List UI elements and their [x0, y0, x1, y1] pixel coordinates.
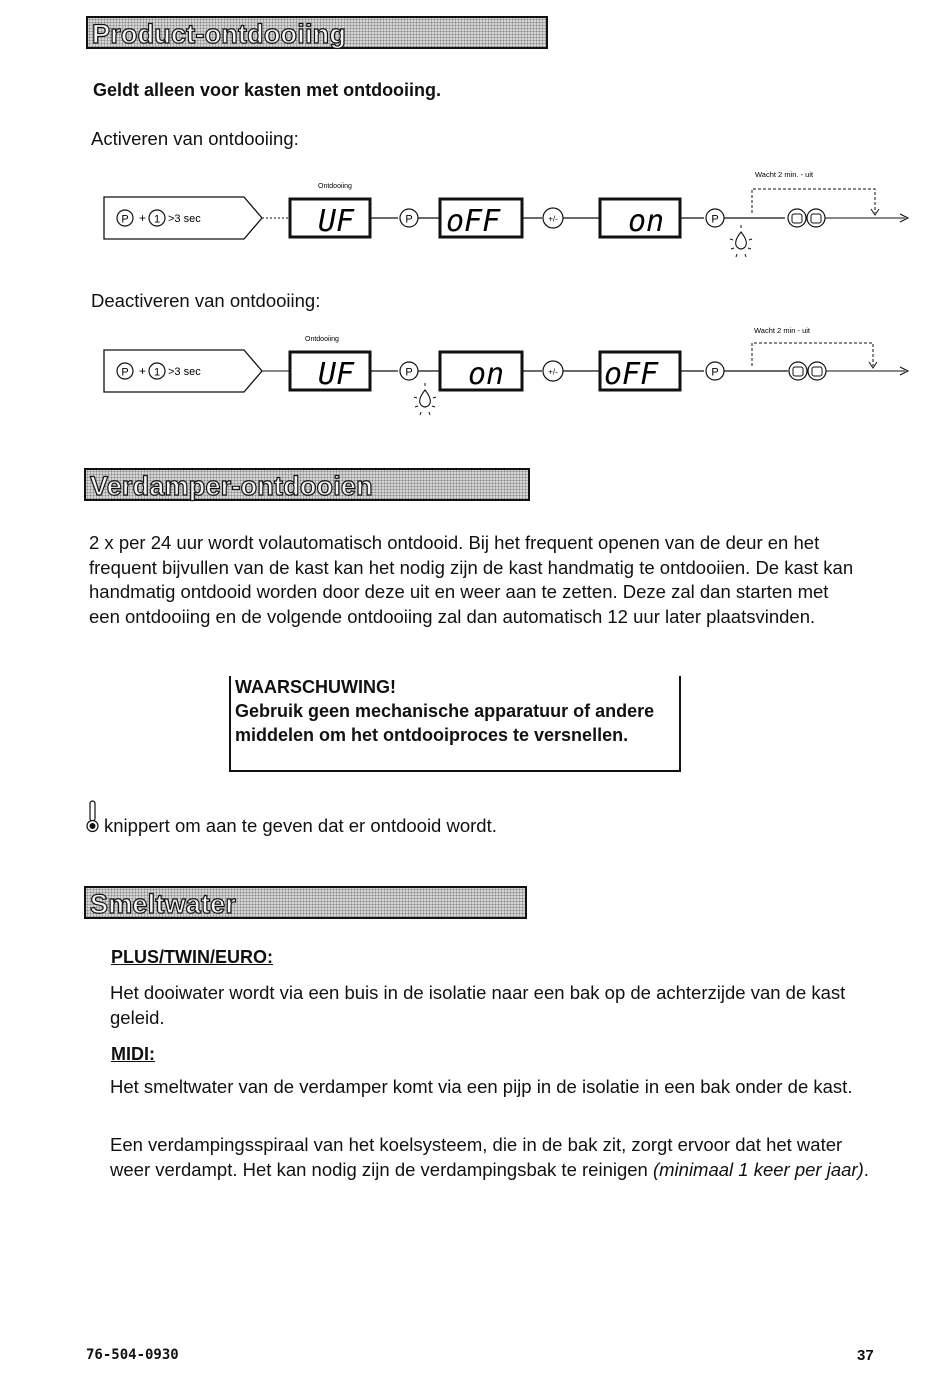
blinking-light-icon [730, 225, 752, 257]
p-button-icon [117, 210, 133, 226]
evaporation-end: . [863, 1158, 869, 1180]
subheading-midi: MIDI: [111, 1044, 155, 1064]
arrow-right-icon [826, 367, 908, 375]
display-label: Ontdooiing [305, 336, 339, 343]
hold-time-text: >3 sec [168, 366, 201, 378]
plus-sign: + [139, 364, 147, 378]
p-button-icon [706, 209, 724, 227]
power-buttons-icon [789, 362, 826, 380]
text-midi: Het smeltwater van de verdamper komt via een pijp in de isolatie in een bak onder de kast. [110, 1076, 853, 1097]
applies-note: Geldt alleen voor kasten met ontdooiing. [93, 80, 442, 100]
button-plusminus-label: +/- [548, 214, 558, 224]
section-heading-text: Product-ontdooiing [92, 19, 347, 49]
section-heading-smeltwater [84, 886, 527, 919]
activate-label: Activeren van ontdooiing: [91, 128, 299, 149]
evaporation-main: Een verdampingsspiraal van het koelsysteem, die in de bak zit, zorgt ervoor dat het water weer verdampt. Het kan nodig zijn de verdampingsbak te reinigen [110, 1134, 843, 1180]
section-heading-product-ontdooiing [86, 16, 548, 49]
button-p-label: P [405, 366, 413, 379]
page-number: 37 [857, 1347, 874, 1364]
lcd-off: oFF [604, 357, 659, 392]
plus-minus-button-icon [543, 361, 563, 381]
button-p-label: P [711, 213, 719, 226]
button-p-label: P [121, 213, 129, 226]
lcd-uf: UF [318, 357, 355, 392]
button-1-label: 1 [153, 366, 161, 379]
hold-time-text: >3 sec [168, 213, 201, 225]
evaporation-italic: (minimaal 1 keer per jaar) [652, 1158, 864, 1180]
blinking-light-icon [414, 383, 436, 415]
warning-title: WAARSCHUWING! [235, 677, 396, 697]
plus-sign: + [139, 211, 147, 225]
text-evaporation [110, 1133, 875, 1182]
display-label: Ontdooiing [318, 183, 352, 190]
text-plus-twin-euro: Het dooiwater wordt via een buis in de isolatie naar een bak op de achterzijde van de kast geleid. [110, 982, 846, 1028]
p-button-icon [400, 209, 418, 227]
button-1-label: 1 [153, 213, 161, 226]
subheading-plus-twin-euro: PLUS/TWIN/EURO: [111, 947, 273, 967]
wait-text: Wacht 2 min - uit [754, 326, 810, 335]
warning-body: Gebruik geen mechanische apparatuur of andere middelen om het ontdooiproces te versnellen. [235, 701, 655, 745]
lcd-off: oFF [446, 204, 501, 239]
document-number: 76-504-0930 [86, 1347, 179, 1363]
section-heading-verdamper-ontdooien [84, 468, 530, 501]
section-heading-text: Verdamper-ontdooien [90, 471, 373, 501]
one-button-icon [149, 210, 165, 226]
deactivate-label: Deactiveren van ontdooiing: [91, 290, 321, 311]
power-buttons-icon [788, 209, 825, 227]
section-heading-text: Smeltwater [90, 889, 237, 919]
lcd-on: on [468, 357, 505, 392]
button-p-label: P [405, 213, 413, 226]
arrow-right-icon [825, 214, 908, 222]
defrost-paragraph: 2 x per 24 uur wordt volautomatisch ontdooid. Bij het frequent openen van de deur en het frequent bijvullen van de kast kan het nodig zijn de kast handmatig te ontdooiien. De kast kan handmatig ontdooid worden door deze uit en weer aan te zetten. Deze zal dan starten met een ontdooiing en de volgende ontdooiing zal dan automatisch 12 uur later plaatsvinden. [89, 532, 854, 627]
lcd-uf: UF [318, 204, 355, 239]
deactivate-defrost-diagram [100, 318, 915, 423]
p-button-icon [117, 363, 133, 379]
activate-defrost-diagram [100, 165, 915, 265]
p-button-icon [706, 362, 724, 380]
lcd-on: on [628, 204, 665, 239]
thermometer-icon [84, 800, 102, 834]
p-button-icon [400, 362, 418, 380]
one-button-icon [149, 363, 165, 379]
button-p-label: P [711, 366, 719, 379]
plus-minus-button-icon [543, 208, 563, 228]
thermometer-note: knippert om aan te geven dat er ontdooid wordt. [104, 815, 497, 836]
wait-text: Wacht 2 min. - uit [755, 170, 814, 179]
button-plusminus-label: +/- [548, 367, 558, 377]
button-p-label: P [121, 366, 129, 379]
warning-box [229, 676, 681, 772]
